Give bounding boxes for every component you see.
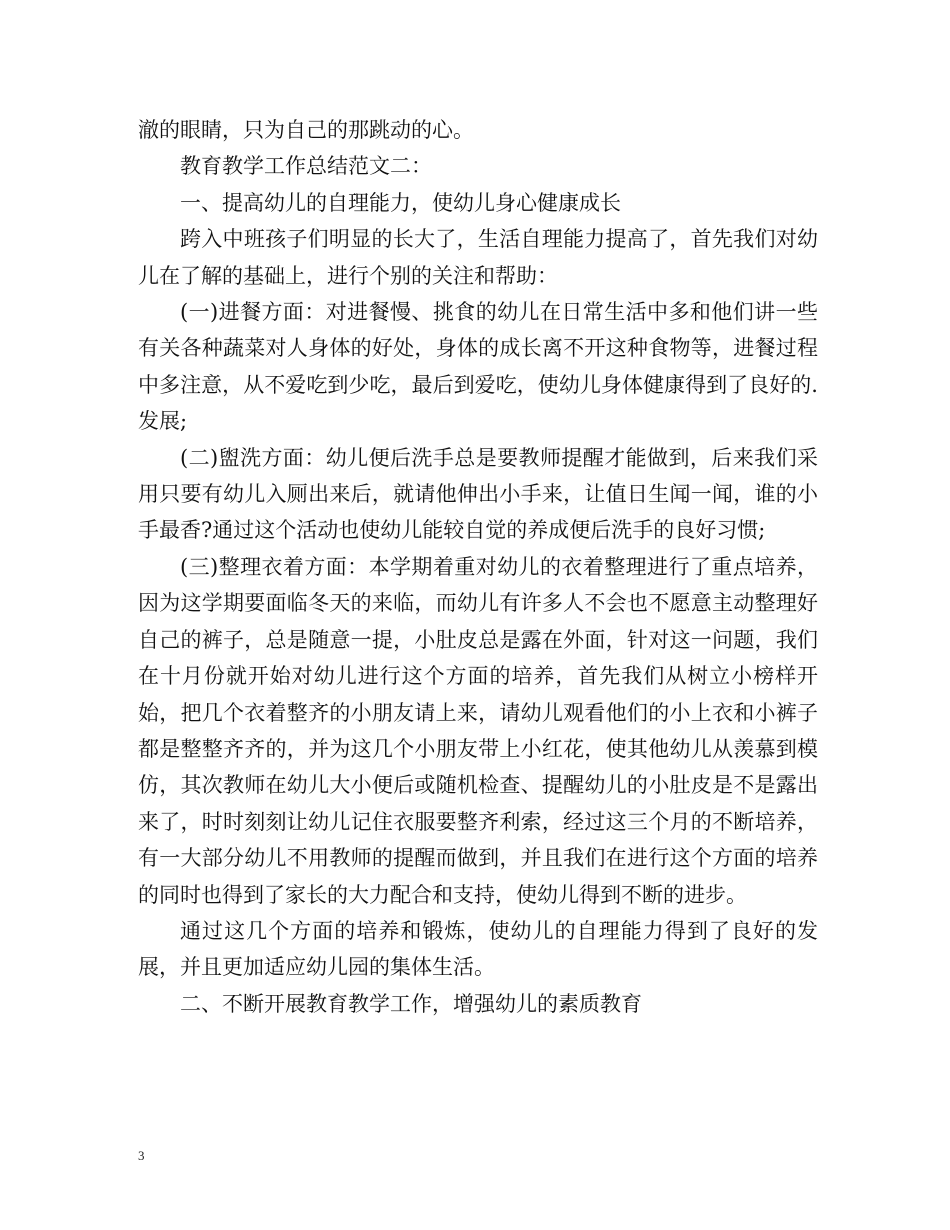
paragraph-continuation: 澈的眼睛，只为自己的那跳动的心。 xyxy=(138,118,474,142)
paragraph-intro: 跨入中班孩子们明显的长大了，生活自理能力提高了，首先我们对幼儿在了解的基础上，进行个别的关注和帮助： xyxy=(138,227,818,288)
heading-teaching-work: 二、不断开展教育教学工作，增强幼儿的素质教育 xyxy=(180,991,642,1016)
paragraph-summary: 通过这几个方面的培养和锻炼，使幼儿的自理能力得到了良好的发展，并且更加适应幼儿园的集体生活。 xyxy=(138,918,818,980)
paragraph-meals: (一)进餐方面：对进餐慢、挑食的幼儿在日常生活中多和他们讲一些有关各种蔬菜对人身体的好处，身体的成长离不开这种食物等，进餐过程中多注意，从不爱吃到少吃，最后到爱吃，使幼儿身体健康得到了良好的. 发展; xyxy=(138,300,818,434)
heading-self-care: 一、提高幼儿的自理能力，使幼儿身心健康成长 xyxy=(180,190,621,215)
page-number: 3 xyxy=(138,1148,145,1163)
body-text xyxy=(138,112,818,1022)
paragraph-washing: (二)盥洗方面：幼儿便后洗手总是要教师提醒才能做到，后来我们采用只要有幼儿入厕出来后，就请他伸出小手来，让值日生闻一闻，谁的小手最香?通过这个活动也使幼儿能较自觉的养成便后洗手的良好习惯; xyxy=(138,445,818,543)
section-heading-sample-two: 教育教学工作总结范文二： xyxy=(180,154,432,179)
paragraph-clothing: (三)整理衣着方面：本学期着重对幼儿的衣着整理进行了重点培养，因为这学期要面临冬天的来临，而幼儿有许多人不会也不愿意主动整理好自己的裤子，总是随意一提，小肚皮总是露在外面，针对这一问题，我们在十月份就开始对幼儿进行这个方面的培养，首先我们从树立小榜样开始，把几个衣着整齐的小朋友请上来，请幼儿观看他们的小上衣和小裤子都是整整齐齐的，并为这几个小朋友带上小红花，使其他幼儿从羡慕到模仿，其次教师在幼儿大小便后或随机检查、提醒幼儿的小肚皮是不是露出来了，时时刻刻让幼儿记住衣服要整齐利索，经过这三个月的不断培养，有一大部分幼儿不用教师的提醒而做到，并且我们在进行这个方面的培养的同时也得到了家长的大力配合和支持，使幼儿得到不断的进步。 xyxy=(138,554,818,907)
